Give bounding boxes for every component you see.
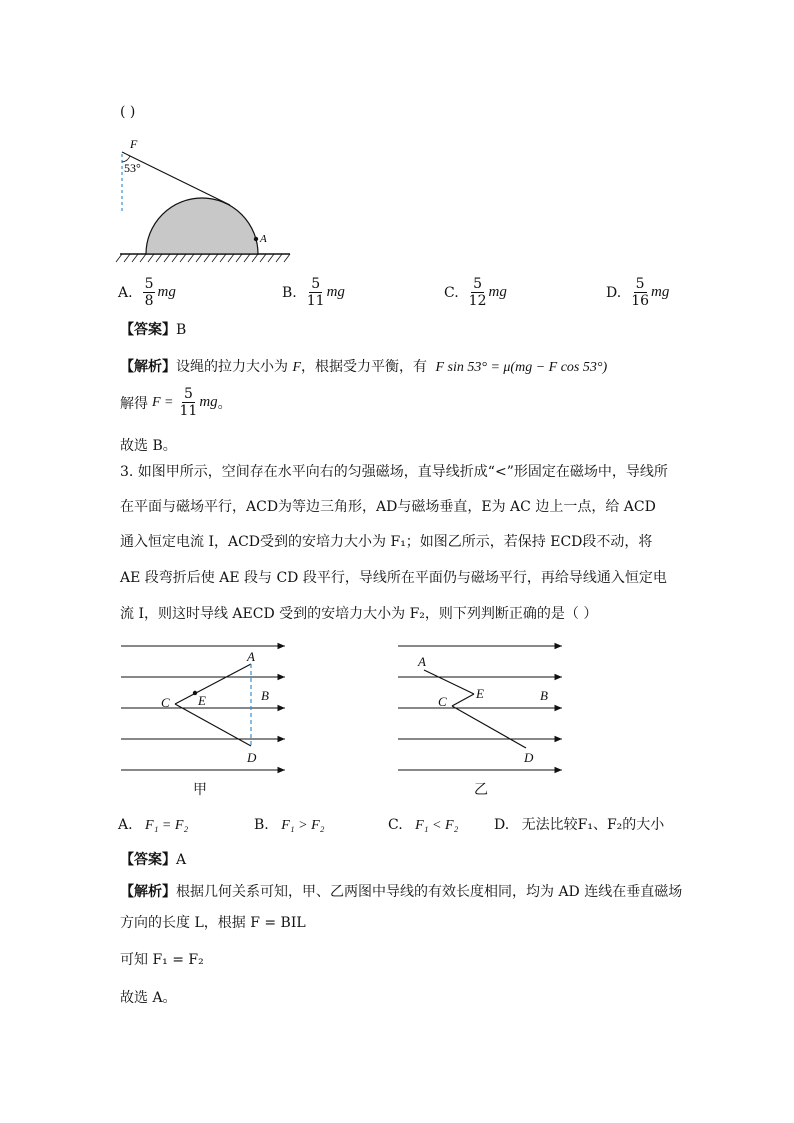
svg-text:A: A <box>247 649 255 664</box>
svg-text:E: E <box>198 693 206 708</box>
solve-line: 解得 F = $\frac{5}{11}$ mg 。 <box>120 386 232 419</box>
wire-cd <box>175 704 251 746</box>
q3-line-3: 通入恒定电流 I，ACD受到的安培力大小为 F₁；如图乙所示，若保持 ECD段不动，将 <box>120 534 653 550</box>
q3-option-c[interactable]: C. F₁ < F₂ <box>388 817 459 833</box>
svg-text:C: C <box>438 694 447 709</box>
option-label: C. <box>444 284 459 301</box>
caption-yi: 乙 <box>474 782 488 798</box>
option-label: A. <box>118 284 133 301</box>
answer-value: B <box>176 322 187 338</box>
caption-jia: 甲 <box>193 782 207 798</box>
option-label: B. <box>282 284 297 301</box>
option-d[interactable]: D. $\frac{5}{16}$ mg <box>606 276 670 309</box>
wire-ec <box>452 694 474 706</box>
analysis-tag: 【解析】 <box>120 359 176 375</box>
q3-answer-line <box>120 850 186 870</box>
label-angle: 53° <box>124 161 141 175</box>
q3-line-2: 在平面与磁场平行，ACD为等边三角形，AD与磁场垂直，E为 AC 边上一点，给 ACD <box>120 499 656 515</box>
svg-text:A: A <box>418 654 426 669</box>
q3-analysis-line-2: 方向的长度 L，根据 F = BIL <box>120 915 306 931</box>
svg-text:E: E <box>476 686 484 701</box>
equilibrium-equation: F sin 53° = μ(mg − F cos 53°) <box>435 360 608 375</box>
semicircle-body <box>146 198 258 254</box>
option-label: D. <box>606 284 622 301</box>
option-a[interactable]: A. $\frac{5}{8}$ mg <box>118 276 176 309</box>
svg-text:D: D <box>524 750 534 765</box>
semicircle-rope-figure <box>110 132 300 264</box>
q3-conclusion: 故选 A。 <box>120 990 177 1006</box>
q3-option-b[interactable]: B. F₁ > F₂ <box>254 817 325 833</box>
wire-ae <box>424 670 474 694</box>
analysis-tag: 【解析】 <box>120 884 176 900</box>
q3-line-1: 3. 如图甲所示，空间存在水平向右的匀强磁场，直导线折成“<”形固定在磁场中，导线所 <box>120 464 668 480</box>
conclusion: 故选 B。 <box>120 438 177 454</box>
q3-line-4: AE 段弯折后使 AE 段与 CD 段平行，导线所在平面仍与磁场平行，再给导线通入恒定电 <box>120 570 667 586</box>
q3-result: 可知 F₁ = F₂ <box>120 952 204 968</box>
point-a-dot <box>254 237 258 241</box>
rope-line <box>122 152 230 205</box>
answer-tag: 【答案】 <box>120 322 176 338</box>
svg-text:C: C <box>161 695 170 710</box>
svg-text:B: B <box>261 688 269 703</box>
answer-tag: 【答案】 <box>120 852 176 868</box>
label-f: F <box>130 137 138 151</box>
option-c[interactable]: C. $\frac{5}{12}$ mg <box>444 276 507 309</box>
wire-cd <box>452 706 526 748</box>
q3-option-d[interactable]: D. 无法比较F₁、F₂的大小 <box>494 817 665 833</box>
figure-jia <box>115 636 295 804</box>
label-a: A <box>260 233 267 245</box>
option-b[interactable]: B. $\frac{5}{11}$ mg <box>282 276 345 309</box>
answer-parentheses: ( ) <box>120 104 136 120</box>
svg-text:B: B <box>540 688 548 703</box>
figure-yi <box>392 636 572 804</box>
q3-option-a[interactable]: A. F₁ = F₂ <box>118 817 189 833</box>
svg-text:D: D <box>247 750 257 765</box>
wire-ac <box>175 664 251 704</box>
answer-line <box>120 320 186 340</box>
answer-value: A <box>176 852 187 868</box>
point-e-dot <box>193 691 197 695</box>
analysis-line: 【解析】设绳的拉力大小为 F，根据受力平衡，有 F sin 53° = μ(mg − F cos 53°) <box>120 359 608 375</box>
q3-analysis-line-1: 【解析】根据几何关系可知，甲、乙两图中导线的有效长度相同，均为 AD 连线在垂直磁场 <box>120 884 683 900</box>
q3-line-5: 流 I，则这时导线 AECD 受到的安培力大小为 F₂，则下列判断正确的是（ ） <box>120 606 598 622</box>
